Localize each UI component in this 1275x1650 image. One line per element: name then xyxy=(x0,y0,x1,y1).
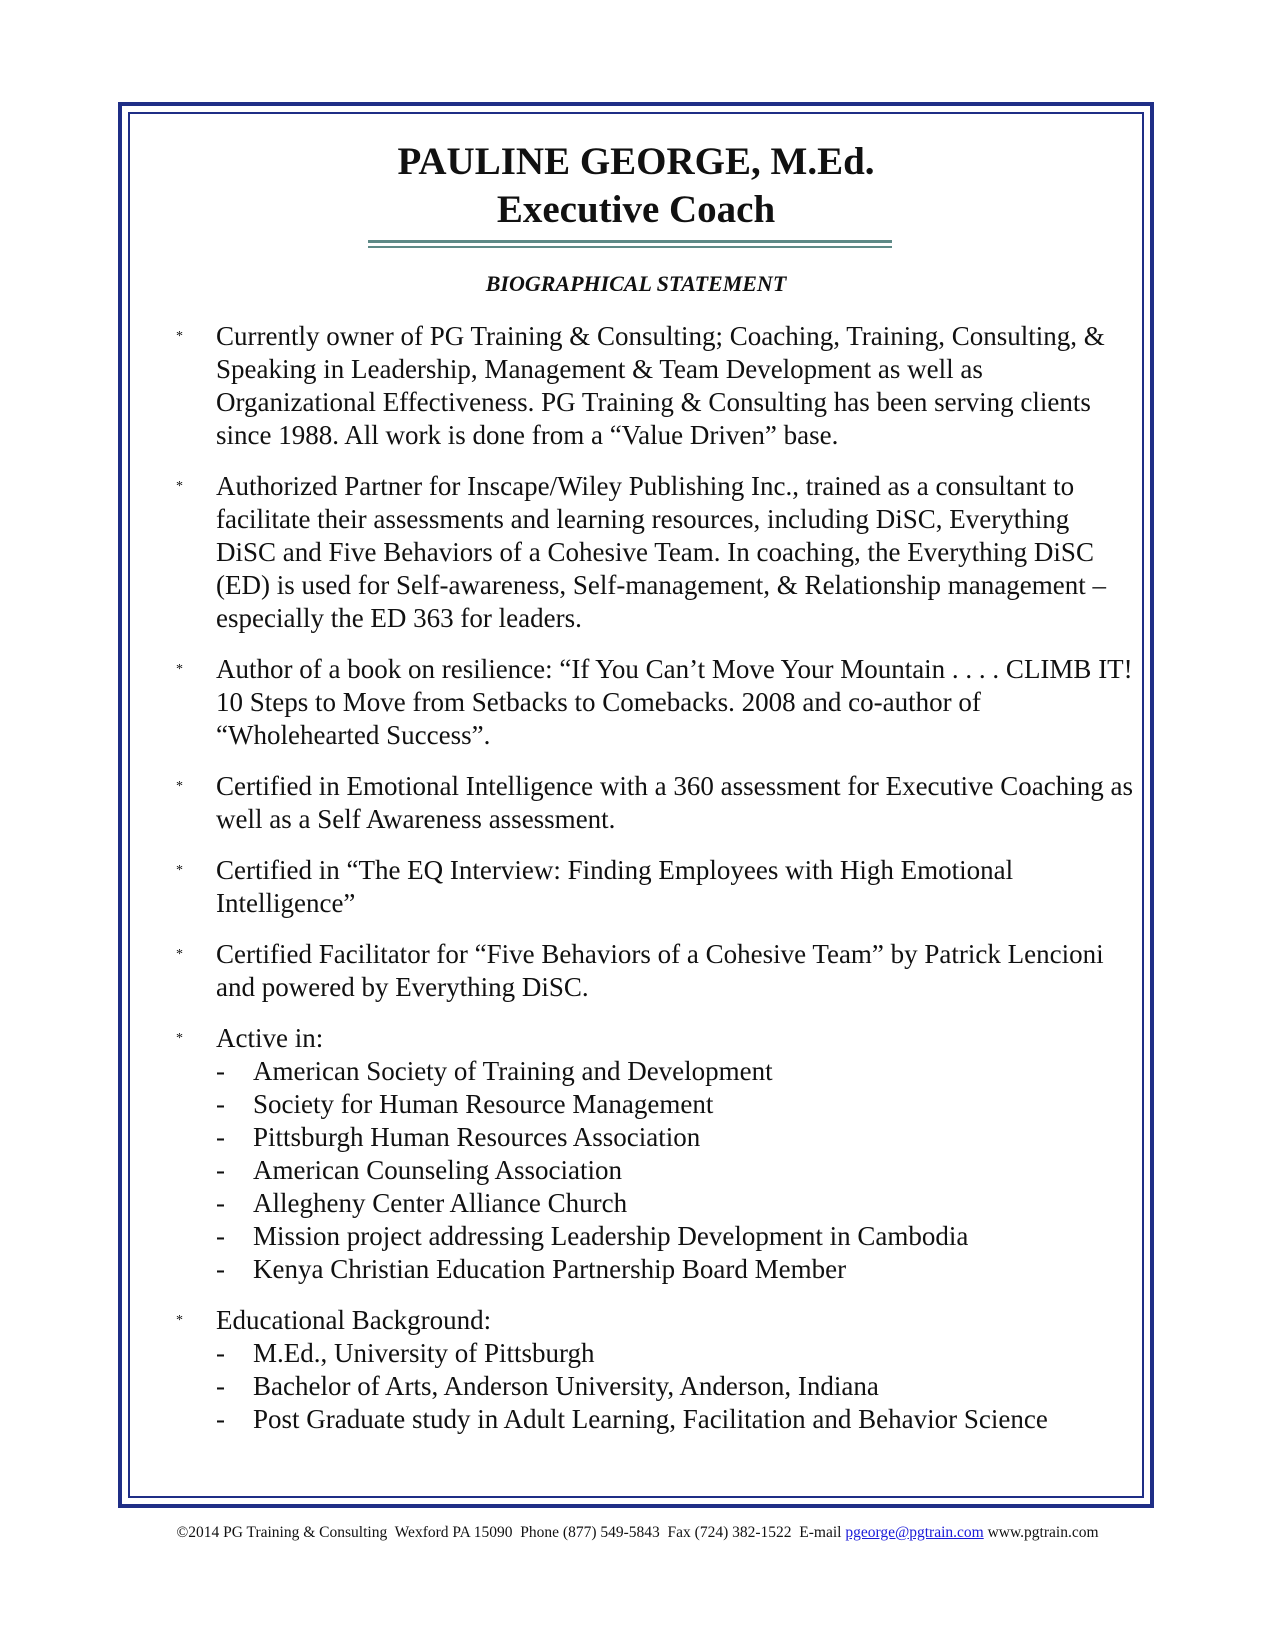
title-underline-bottom xyxy=(368,246,892,248)
dash-marker: - xyxy=(216,1404,225,1434)
sub-list-item xyxy=(216,1337,1136,1370)
dash-marker: - xyxy=(216,1155,225,1185)
bullet-marker: * xyxy=(176,1031,183,1046)
sub-list xyxy=(216,1055,1136,1286)
bullet-marker: * xyxy=(176,479,183,494)
bullet-item xyxy=(176,938,1136,1004)
bullet-marker: * xyxy=(176,329,183,344)
title-underline-top xyxy=(368,240,892,243)
sub-item-text: Society for Human Resource Management xyxy=(253,1089,714,1119)
dash-marker: - xyxy=(216,1338,225,1368)
sub-list-item xyxy=(216,1370,1136,1403)
job-title: Executive Coach xyxy=(496,188,776,231)
dash-marker: - xyxy=(216,1221,225,1251)
page-title: PAULINE GEORGE, M.Ed. xyxy=(397,140,875,183)
sub-item-text: M.Ed., University of Pittsburgh xyxy=(253,1338,595,1368)
dash-marker: - xyxy=(216,1089,225,1119)
footer xyxy=(0,1523,1275,1543)
email-link[interactable]: pgeorge@pgtrain.com xyxy=(845,1524,984,1541)
bullet-text: Certified in “The EQ Interview: Finding Employees with High Emotional Intelligence” xyxy=(216,855,1014,918)
dash-marker: - xyxy=(216,1254,225,1284)
sub-list-item xyxy=(216,1055,1136,1088)
bullet-marker: * xyxy=(176,662,183,677)
biography-list xyxy=(176,320,1136,1454)
bullet-item xyxy=(176,770,1136,836)
footer-contact: ©2014 PG Training & Consulting Wexford PA 15090 Phone (877) 549-5843 Fax (724) 382-1522 E-mail xyxy=(176,1524,846,1541)
sub-list-item xyxy=(216,1220,1136,1253)
bullet-marker: * xyxy=(176,863,183,878)
bullet-marker: * xyxy=(176,779,183,794)
sub-list-item xyxy=(216,1088,1136,1121)
sub-list-item xyxy=(216,1121,1136,1154)
sub-list-item xyxy=(216,1154,1136,1187)
sub-list-item xyxy=(216,1253,1136,1286)
bullet-item xyxy=(176,854,1136,920)
bullet-item xyxy=(176,1022,1136,1286)
bullet-text: Certified Facilitator for “Five Behaviors of a Cohesive Team” by Patrick Lencioni and powered by Everything DiSC. xyxy=(216,939,1104,1002)
sub-item-text: Pittsburgh Human Resources Association xyxy=(253,1122,701,1152)
bullet-item xyxy=(176,320,1136,452)
dash-marker: - xyxy=(216,1122,225,1152)
sub-item-text: American Society of Training and Development xyxy=(253,1056,773,1086)
dash-marker: - xyxy=(216,1371,225,1401)
bullet-item xyxy=(176,1304,1136,1436)
sub-item-text: American Counseling Association xyxy=(253,1155,622,1185)
sub-list-item xyxy=(216,1403,1136,1436)
bullet-text: Currently owner of PG Training & Consulting; Coaching, Training, Consulting, & Speaking in Leadership, Management & Team Development as well as Organizational Effectiveness. PG Training & Consulting has been serving clients since 1988. All work is done from a “Value Driven” base. xyxy=(216,321,1105,450)
bullet-marker: * xyxy=(176,947,183,962)
bullet-text: Author of a book on resilience: “If You Can’t Move Your Mountain . . . . CLIMB IT! 10 Steps to Move from Setbacks to Comebacks. 2008 and co-author of “Wholehearted Success”. xyxy=(216,654,1133,750)
sub-list xyxy=(216,1337,1136,1436)
sub-item-text: Allegheny Center Alliance Church xyxy=(253,1188,628,1218)
sub-list-item xyxy=(216,1187,1136,1220)
bullet-text: Active in: xyxy=(216,1023,324,1053)
dash-marker: - xyxy=(216,1056,225,1086)
section-title: BIOGRAPHICAL STATEMENT xyxy=(485,271,787,296)
footer-website: www.pgtrain.com xyxy=(983,1524,1099,1541)
dash-marker: - xyxy=(216,1188,225,1218)
bullet-marker: * xyxy=(176,1313,183,1328)
bullet-text: Authorized Partner for Inscape/Wiley Publishing Inc., trained as a consultant to facilitate their assessments and learning resources, including DiSC, Everything DiSC and Five Behaviors of a Cohesive Team. In coaching, the Everything DiSC (ED) is used for Self-awareness, Self-management, & Relationship management – especially the ED 363 for leaders. xyxy=(216,471,1106,633)
sub-item-text: Kenya Christian Education Partnership Board Member xyxy=(253,1254,847,1284)
bullet-text: Certified in Emotional Intelligence with a 360 assessment for Executive Coaching as well as a Self Awareness assessment. xyxy=(216,771,1133,834)
sub-item-text: Bachelor of Arts, Anderson University, Anderson, Indiana xyxy=(253,1371,879,1401)
bullet-item xyxy=(176,470,1136,635)
bullet-text: Educational Background: xyxy=(216,1305,492,1335)
sub-item-text: Mission project addressing Leadership Development in Cambodia xyxy=(253,1221,969,1251)
bullet-item xyxy=(176,653,1136,752)
sub-item-text: Post Graduate study in Adult Learning, Facilitation and Behavior Science xyxy=(253,1404,1048,1434)
